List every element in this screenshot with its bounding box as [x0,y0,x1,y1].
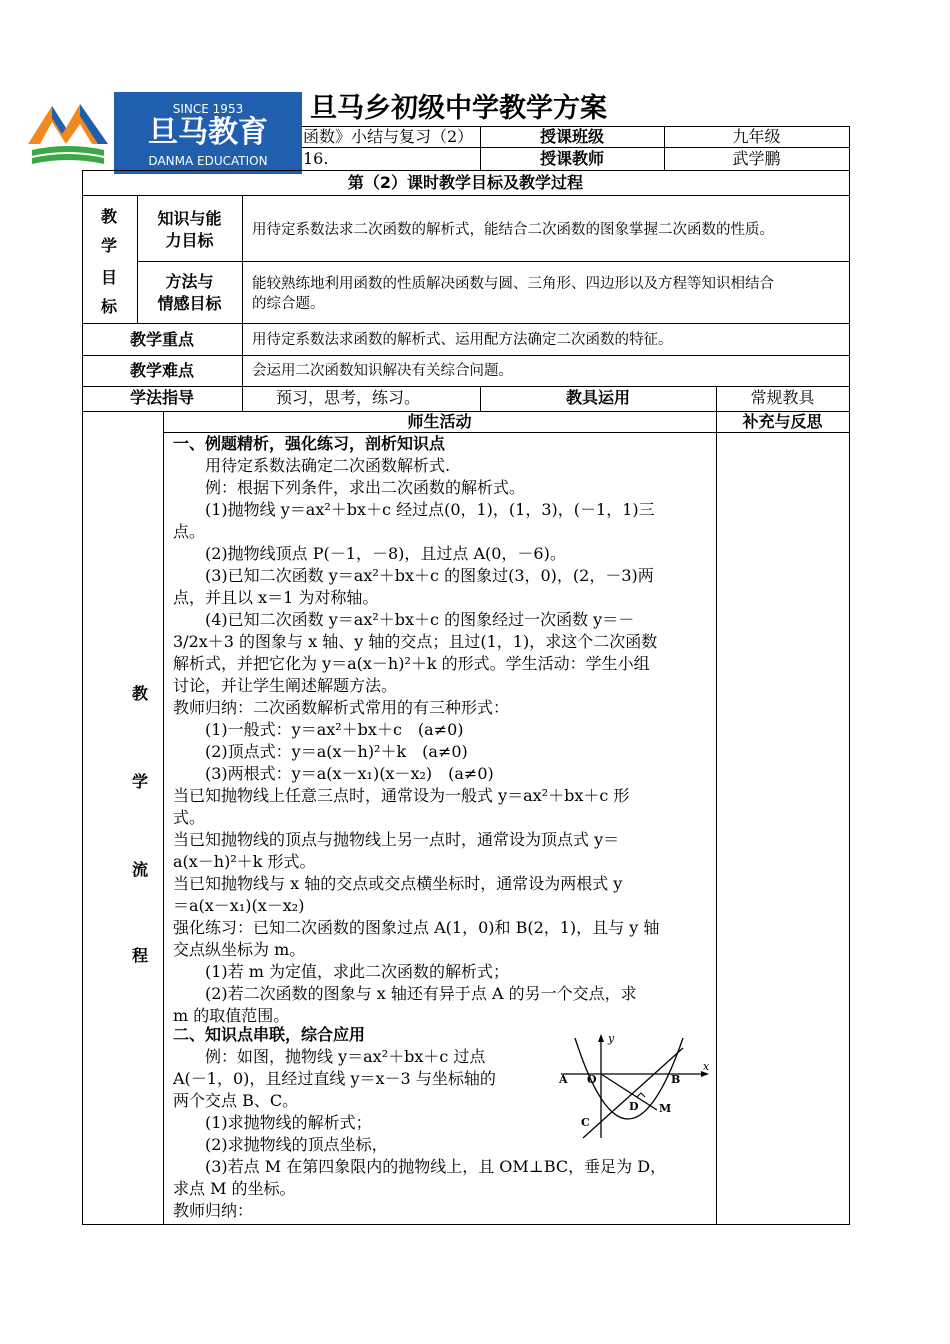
process-line: 式。 [173,808,206,827]
method-label-1: 方法与 [165,272,214,291]
process-line: 强化练习：已知二次函数的图象过点 A(1，0)和 B(2，1)，且与 y 轴 [173,918,660,937]
process-line: a(x－h)²＋k 形式。 [173,852,316,871]
process-line: (3)两根式：y＝a(x－x₁)(x－x₂) (a≠0) [173,764,494,783]
method-text-2: 的综合题。 [252,296,325,312]
key-point-text: 用待定系数法求函数的解析式、运用配方法确定二次函数的特征。 [252,332,673,348]
process-col-activity: 师生活动 [407,412,472,431]
process-line: 当已知抛物线与 x 轴的交点或交点横坐标时，通常设为两根式 y [173,874,623,893]
process-line: 3/2x＋3 的图象与 x 轴、y 轴的交点；且过(1，1)，求这个二次函数 [173,632,658,651]
process-side-label-2: 学 [132,772,149,791]
process-line: 讨论，并让学生阐述解题方法。 [173,676,398,695]
difficulty-text: 会运用二次函数知识解决有关综合问题。 [252,363,513,379]
process-line: m 的取值范围。 [173,1006,290,1025]
knowledge-label-2: 力目标 [165,231,214,250]
logo-name: 旦马教育 [148,115,268,150]
goals-side-label-2: 学 [101,236,118,255]
process-line: 例：根据下列条件，求出二次函数的解析式。 [173,478,526,497]
process-line: (4)已知二次函数 y＝ax²＋bx＋c 的图象经过一次函数 y＝－ [173,610,635,629]
process-line: (1)求抛物线的解析式； [173,1113,372,1132]
figure-label-M: M [659,1102,672,1115]
logo-since: SINCE 1953 [172,102,244,116]
goals-side-label-4: 标 [101,297,118,316]
process-side-label-1: 教 [132,684,149,703]
topic-text: 函数》小结与复习（2） [303,127,474,146]
figure-label-x: x [703,1060,710,1073]
date-text: 16. [303,149,329,168]
process-line: 交点纵坐标为 m。 [173,940,306,959]
figure-label-D: D [629,1100,639,1113]
process-line: 点，并且以 x＝1 为对称轴。 [173,588,379,607]
process-line: (1)一般式：y＝ax²＋bx＋c (a≠0) [173,720,464,739]
figure-label-B: B [671,1073,681,1086]
tools-label: 教具运用 [565,388,630,407]
process-line: 点。 [173,522,206,541]
process-line: (2)顶点式：y＝a(x－h)²＋k (a≠0) [173,742,468,761]
tools-value: 常规教具 [750,388,815,407]
figure-label-y: y [608,1032,615,1045]
guidance-label: 学法指导 [129,388,194,407]
process-line: 一、例题精析，强化练习，剖析知识点 [173,434,446,453]
process-line: 例：如图，抛物线 y＝ax²＋bx＋c 过点 [173,1047,486,1066]
process-line: (1)若 m 为定值，求此二次函数的解析式； [173,962,510,981]
goals-side-label-1: 教 [101,207,118,226]
figure-label-A: A [559,1073,568,1086]
process-line: 求点 M 的坐标。 [173,1179,296,1198]
mountain-book-icon [22,92,114,174]
method-text-1: 能较熟练地利用函数的性质解决函数与圆、三角形、四边形以及方程等知识相结合 [252,276,774,292]
process-line: A(－1，0)，且经过直线 y＝x－3 与坐标轴的 [173,1069,496,1088]
process-line: (1)抛物线 y＝ax²＋bx＋c 经过点(0，1)，(1，3)，(－1，1)三 [173,500,655,519]
guidance-text: 预习，思考，练习。 [276,388,421,407]
school-title: 旦马乡初级中学教学方案 [310,93,607,124]
process-line: (2)若二次函数的图象与 x 轴还有异于点 A 的另一个交点，求 [173,984,637,1003]
process-line: 用待定系数法确定二次函数解析式. [173,456,451,475]
class-value: 九年级 [732,127,781,146]
section-title: 第（2）课时教学目标及教学过程 [347,173,584,192]
method-label-2: 情感目标 [157,294,222,313]
logo-text-panel [114,92,302,174]
process-line: 当已知抛物线的顶点与抛物线上另一点时，通常设为顶点式 y＝ [173,830,620,849]
figure-label-O: O [587,1073,597,1086]
process-side-label-4: 程 [132,946,149,965]
process-line: (2)求抛物线的顶点坐标， [173,1135,388,1154]
teacher-label: 授课教师 [539,149,604,168]
process-side-label-3: 流 [132,860,149,879]
parabola-figure [553,1030,715,1142]
knowledge-label-1: 知识与能 [157,209,222,228]
process-line: (3)已知二次函数 y＝ax²＋bx＋c 的图象过(3，0)，(2，－3)两 [173,566,654,585]
teacher-value: 武学鹏 [732,149,781,168]
key-point-label: 教学重点 [129,330,194,349]
process-line: 教师归纳： [173,1201,254,1220]
knowledge-text: 用待定系数法求二次函数的解析式，能结合二次函数的图象掌握二次函数的性质。 [252,222,774,238]
class-label: 授课班级 [539,127,604,146]
process-line: (3)若点 M 在第四象限内的抛物线上，且 OM⊥BC，垂足为 D， [173,1157,667,1176]
process-line: ＝a(x－x₁)(x－x₂) [173,896,305,915]
school-logo [22,92,302,174]
logo-english: DANMA EDUCATION [148,154,268,168]
process-line: 当已知抛物线上任意三点时，通常设为一般式 y＝ax²＋bx＋c 形 [173,786,630,805]
process-line: (2)抛物线顶点 P(－1，－8)，且过点 A(0，－6)。 [173,544,566,563]
process-line: 二、知识点串联，综合应用 [173,1025,366,1044]
process-line: 教师归纳：二次函数解析式常用的有三种形式： [173,698,510,717]
difficulty-label: 教学难点 [129,361,194,380]
process-line: 解析式，并把它化为 y＝a(x－h)²＋k 的形式。学生活动：学生小组 [173,654,650,673]
process-line: 两个交点 B、C。 [173,1091,299,1110]
goals-side-label-3: 目 [101,268,118,287]
figure-label-C: C [581,1116,590,1129]
process-col-reflection: 补充与反思 [742,412,823,431]
